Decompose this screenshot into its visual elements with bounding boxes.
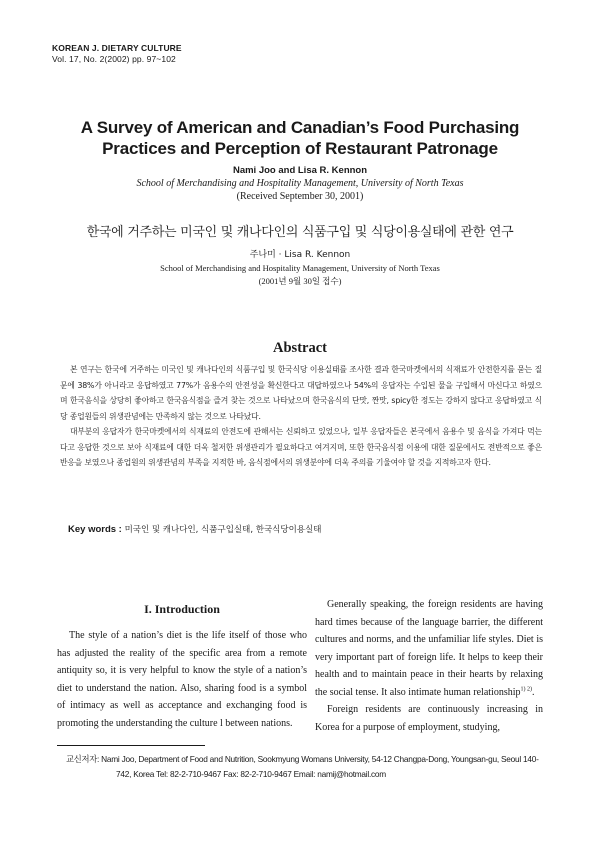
journal-name: KOREAN J. DIETARY CULTURE xyxy=(52,43,182,53)
footnote-line-2: 742, Korea Tel: 82-2-710-9467 Fax: 82-2-710-9467 Email: namij@hotmail.com xyxy=(116,769,386,779)
journal-header xyxy=(52,43,182,65)
abstract-paragraph-2: 대부분의 응답자가 한국마켓에서의 식재료의 안전도에 관해서는 신뢰하고 있었으나, 일부 응답자들은 본국에서 음용수 및 음식을 가져다 먹는다고 응답한 것으로 보아 식재료에 대한 더욱 철저한 위생관리가 필요하다고 여겨지며, 또한 한국음식점 이용에 대한 질문에서도 전반적으로 좋은 반응을 보였으나 종업원의 위생관념의 부족을 지적한 바, 음식점에서의 위생분야에 더욱 주의를 기울여야 할 것을 지적하고자 한다. xyxy=(60,427,542,467)
affiliation: School of Merchandising and Hospitality Management, University of North Texas xyxy=(136,178,464,189)
footnote-divider xyxy=(57,745,205,746)
intro-left-paragraph: The style of a nation’s diet is the life itself of those who has adjusted the reality of the specific area from a remote antiquity so, it is very helpful to know the style of a nation’s diet to understand the nation. Also, sharing food is a symbol of intimacy as well as acceptance and exchanging food is promoting the understanding the culture l between nations. xyxy=(57,630,307,729)
intro-right-paragraph-2: Foreign residents are continuously increasing in Korea for a purpose of employment, studying, xyxy=(315,704,543,733)
paper-title-line2: Practices and Perception of Restaurant Patronage xyxy=(102,139,498,158)
abstract-body xyxy=(60,362,542,471)
journal-volume: Vol. 17, No. 2(2002) pp. 97~102 xyxy=(52,54,176,64)
keywords-label: Key words : xyxy=(68,524,122,535)
keywords-text: 미국인 및 캐나다인, 식품구입실태, 한국식당이용실태 xyxy=(124,525,322,535)
paper-title-line1: A Survey of American and Canadian’s Food Purchasing xyxy=(80,118,520,137)
abstract-paragraph-1: 본 연구는 한국에 거주하는 미국인 및 캐나다인의 식품구입 및 한국식당 이용실태를 조사한 결과 한국마켓에서의 식재료가 안전한지를 묻는 질문에 38%가 아니라고 응답하였고 77%가 음용수의 안전성을 확신한다고 대답하였으나 54%의 응답자는 수입된 물을 구입해서 마신다고 하였으며 한국음식을 상당히 좋아하고 한국음식점을 즐겨 찾는 것으로 나타났으며 한국음식의 단맛, 짠맛, spicy한 정도는 강하지 않다고 응답하였고 식당 종업원들의 위생관념에는 만족하지 않는 것으로 나타났다. xyxy=(60,365,542,421)
korean-author-block xyxy=(40,249,560,288)
intro-right-paragraph-1-end: . xyxy=(532,686,535,698)
intro-right-paragraph-1-text: Generally speaking, the foreign residents are having hard times because of the language barrier, the different cultures and norms, and the unfamiliar life styles. Diet is very important part of foreign life. It helps to keep their health and to maintain peace in their hearts by relaxing the social tense. It also intimate human relationship xyxy=(315,599,543,698)
right-column xyxy=(315,596,543,736)
korean-title: 한국에 거주하는 미국인 및 캐나다인의 식품구입 및 식당이용실태에 관한 연구 xyxy=(86,225,514,240)
korean-received-date: (2001년 9월 30일 접수) xyxy=(258,276,342,286)
footnote xyxy=(66,752,546,782)
korean-authors: 주나미 · Lisa R. Kennon xyxy=(249,250,351,260)
citation-reference: 1) 2) xyxy=(520,686,533,693)
left-column xyxy=(57,627,307,732)
paper-title xyxy=(40,117,560,159)
keywords xyxy=(68,523,321,535)
authors: Nami Joo and Lisa R. Kennon xyxy=(232,165,368,176)
section-heading-introduction: I. Introduction xyxy=(144,602,220,616)
abstract-heading: Abstract xyxy=(273,340,327,356)
received-date: (Received September 30, 2001) xyxy=(236,191,364,202)
footnote-line-1: 교신저자: Nami Joo, Department of Food and Nutrition, Sookmyung Womans University, 54-12 Changpa-Dong, Youngsan-gu, Seoul 140- xyxy=(66,754,539,764)
english-author-block xyxy=(40,164,560,203)
korean-affiliation: School of Merchandising and Hospitality Management, University of North Texas xyxy=(160,263,440,273)
intro-right-paragraph-1 xyxy=(315,596,543,701)
